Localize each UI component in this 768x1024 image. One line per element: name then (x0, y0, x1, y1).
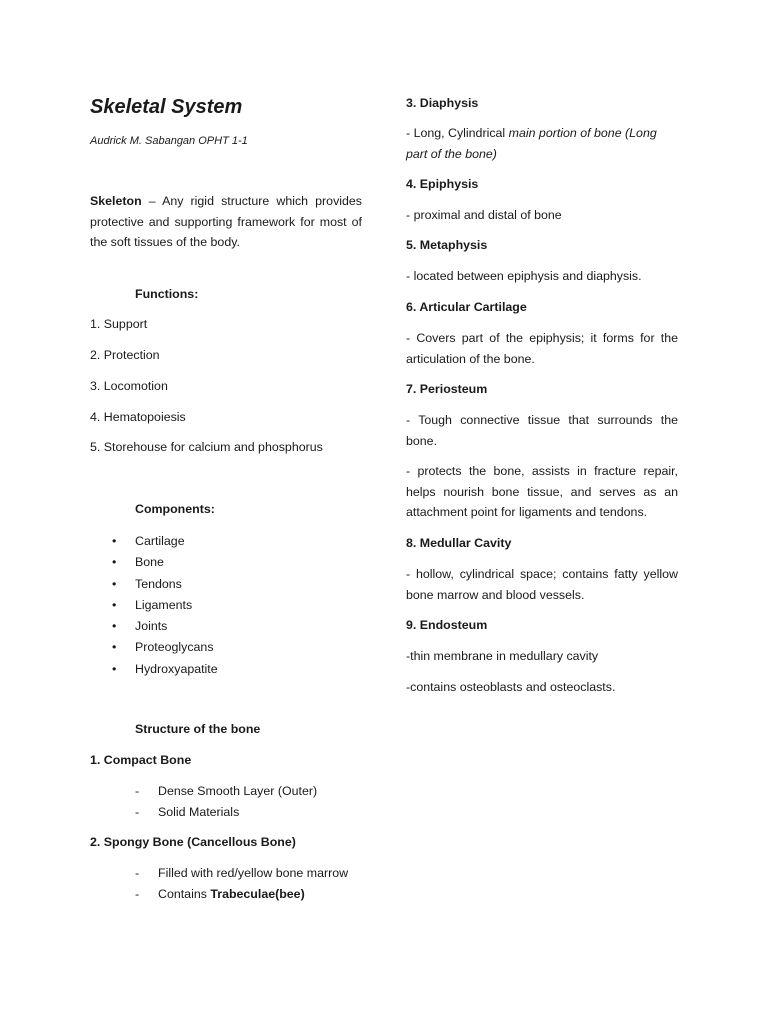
epiphysis-heading: 4. Epiphysis (406, 177, 479, 191)
metaphysis-text: - located between epiphysis and diaphysis. (406, 269, 642, 283)
skeleton-definition-text: – Any rigid structure which provides protective and supporting framework for most of the soft tissues of the body. (90, 194, 362, 249)
medullar-cavity-text: - hollow, cylindrical space; contains fatty yellow bone marrow and blood vessels. (406, 567, 678, 602)
endosteum-heading: 9. Endosteum (406, 618, 488, 632)
bullet-icon: • (112, 555, 117, 570)
epiphysis-text: - proximal and distal of bone (406, 208, 562, 222)
bullet-icon: • (112, 661, 117, 676)
diaphysis-text: - Long, Cylindrical main portion of bone (Long part of the bone) (406, 126, 657, 161)
structure-heading: Structure of the bone (135, 722, 261, 736)
bullet-icon: • (112, 597, 117, 612)
spongy-bone-heading: 2. Spongy Bone (Cancellous Bone) (90, 835, 296, 849)
skeleton-term: Skeleton (90, 194, 142, 208)
endosteum-text-1: -thin membrane in medullary cavity (406, 649, 599, 663)
compact-bone-list (90, 781, 362, 822)
diaphysis-heading: 3. Diaphysis (406, 96, 479, 110)
periosteum-heading: 7. Periosteum (406, 382, 488, 396)
list-item: • Bone (90, 552, 362, 573)
list-item: • Ligaments (90, 595, 362, 616)
list-item: • Tendons (90, 574, 362, 595)
list-item: - Contains Trabeculae(bee) (135, 886, 305, 901)
components-list (90, 531, 362, 680)
medullar-cavity-heading: 8. Medullar Cavity (406, 536, 512, 550)
bullet-icon: • (112, 576, 117, 591)
bullet-icon: • (112, 619, 117, 634)
list-item: • Proteoglycans (90, 637, 362, 658)
articular-cartilage-heading: 6. Articular Cartilage (406, 300, 527, 314)
periosteum-text-1: - Tough connective tissue that surrounds the bone. (406, 413, 678, 448)
list-item: - Dense Smooth Layer (Outer) (135, 784, 318, 798)
spongy-bone-list (90, 863, 362, 904)
articular-cartilage-text: - Covers part of the epiphysis; it forms for the articulation of the bone. (406, 331, 678, 366)
endosteum-text-2: -contains osteoblasts and osteoclasts. (406, 680, 616, 694)
function-item: 3. Locomotion (90, 379, 168, 393)
periosteum-text-2: - protects the bone, assists in fracture repair, helps nourish bone tissue, and serves as an attachment point for ligaments and tendons. (406, 464, 678, 519)
author-line: Audrick M. Sabangan OPHT 1-1 (90, 135, 248, 147)
function-item: 2. Protection (90, 348, 160, 362)
skeleton-definition (90, 191, 362, 253)
compact-bone-heading: 1. Compact Bone (90, 753, 192, 767)
function-item: 1. Support (90, 317, 148, 331)
list-item: • Joints (90, 616, 362, 637)
metaphysis-heading: 5. Metaphysis (406, 238, 488, 252)
function-item: 5. Storehouse for calcium and phosphorus (90, 440, 323, 454)
components-heading: Components: (135, 502, 215, 516)
functions-heading: Functions: (135, 287, 199, 301)
bullet-icon: • (112, 640, 117, 655)
list-item: • Cartilage (90, 531, 362, 552)
list-item: - Solid Materials (135, 804, 240, 819)
bullet-icon: • (112, 534, 117, 548)
list-item: • Hydroxyapatite (90, 659, 362, 680)
list-item: - Filled with red/yellow bone marrow (135, 866, 349, 880)
function-item: 4. Hematopoiesis (90, 410, 186, 424)
document-title: Skeletal System (90, 96, 243, 118)
